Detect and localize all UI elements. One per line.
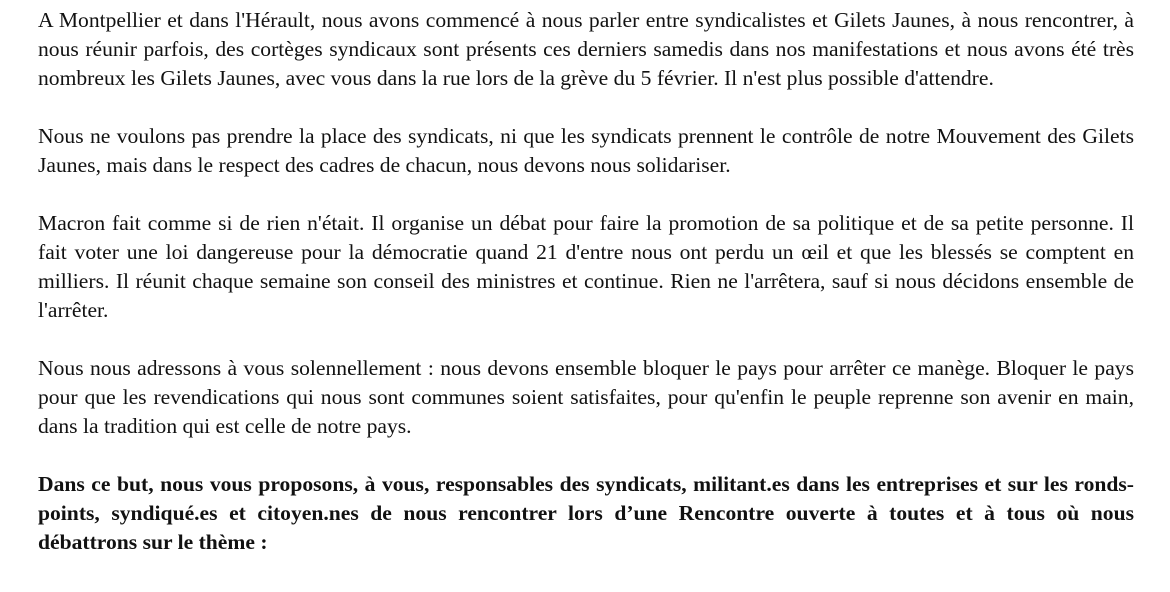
paragraph-proposition: Dans ce but, nous vous proposons, à vous, responsables des syndicats, militant.es dans les entreprises et sur les ronds-points, syndiqué.es et citoyen.nes de nous rencontrer lors d’une Rencontre ouverte à toutes et à tous où nous débattrons sur le thème : — [38, 472, 1134, 554]
paragraph-macron: Macron fait comme si de rien n'était. Il organise un débat pour faire la promotion de sa politique et de sa petite personne. Il fait voter une loi dangereuse pour la démocratie quand 21 d'entre nous ont perdu un œil et que les blessés se comptent en milliers. Il réunit chaque semaine son conseil des ministres et continue. Rien ne l'arrêtera, sauf si nous décidons ensemble de l'arrêter. — [38, 211, 1134, 322]
paragraph-montpellier: A Montpellier et dans l'Hérault, nous avons commencé à nous parler entre syndicalistes et Gilets Jaunes, à nous rencontrer, à nous réunir parfois, des cortèges syndicaux sont présents ces derniers samedis dans nos manifestations et nous avons été très nombreux les Gilets Jaunes, avec vous dans la rue lors de la grève du 5 février. Il n'est plus possible d'attendre. — [38, 8, 1134, 90]
paragraph-syndicats: Nous ne voulons pas prendre la place des syndicats, ni que les syndicats prennent le contrôle de notre Mouvement des Gilets Jaunes, mais dans le respect des cadres de chacun, nous devons nous solidariser. — [38, 124, 1134, 177]
document-body — [38, 6, 1134, 557]
paragraph-bloquer: Nous nous adressons à vous solennellement : nous devons ensemble bloquer le pays pour arrêter ce manège. Bloquer le pays pour que les revendications qui nous sont communes soient satisfaites, pour qu'enfin le peuple reprenne son avenir en main, dans la tradition qui est celle de notre pays. — [38, 356, 1134, 438]
